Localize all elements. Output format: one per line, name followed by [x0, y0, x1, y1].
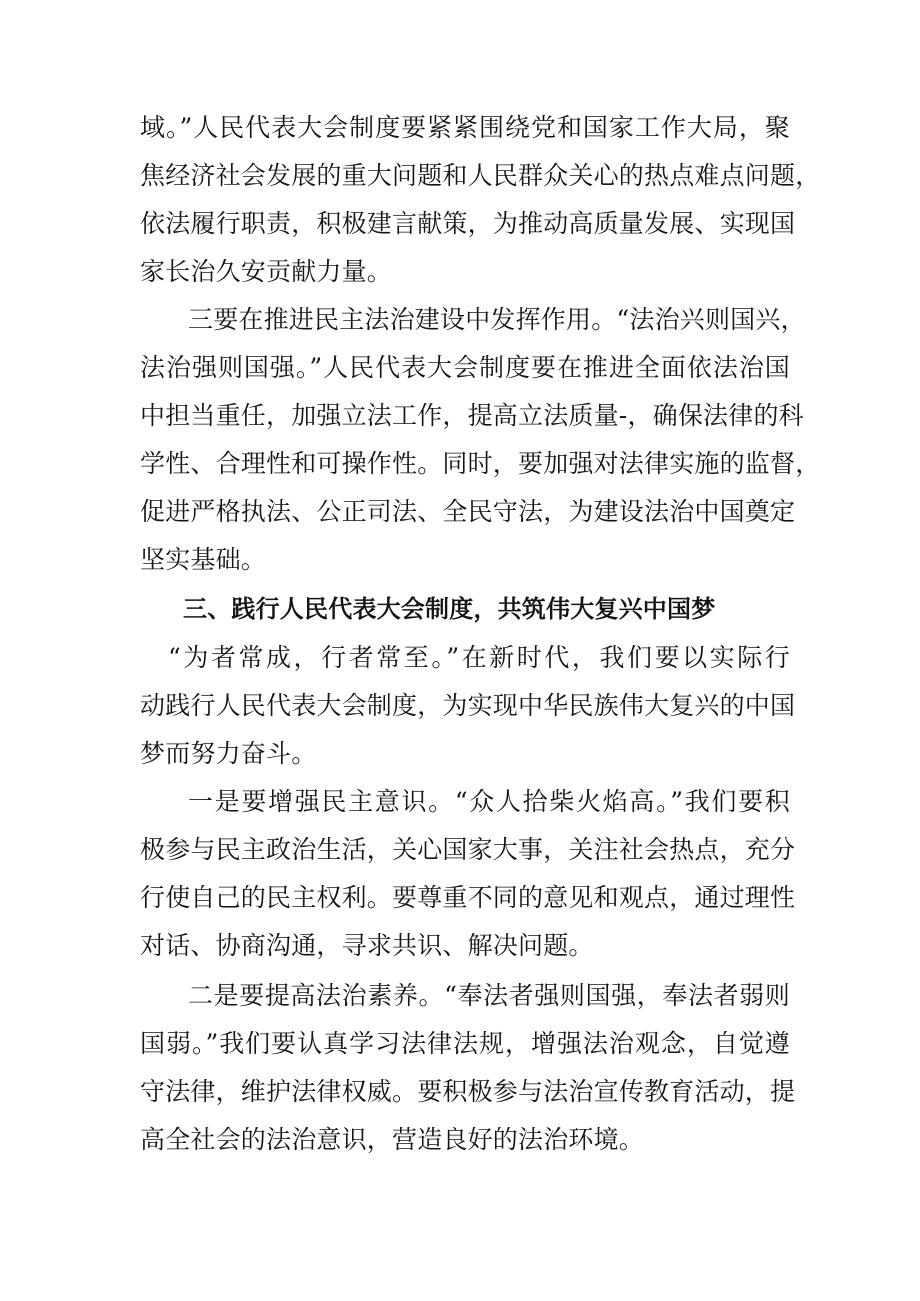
paragraph-line: 二是要提高法治素养。“奉法者强则国强，奉法者弱则: [188, 981, 790, 1010]
paragraph-line: 坚实基础。: [140, 545, 267, 574]
paragraph-line: 梦而努力奋斗。: [140, 739, 317, 768]
paragraph-line: 依法履行职责，积极建言献策，为推动高质量发展、实现国: [140, 209, 796, 238]
paragraph-line: 法治强则国强。”人民代表大会制度要在推进全面依法治国: [140, 353, 790, 382]
paragraph-line: 促进严格执法、公正司法、全民守法，为建设法治中国奠定: [140, 497, 796, 526]
paragraph-line: 中担当重任，加强立法工作，提高立法质量-，确保法律的科: [140, 401, 804, 430]
paragraph-line: 对话、协商沟通，寻求共识、解决问题。: [140, 931, 594, 960]
paragraph-line: 家长治久安贡献力量。: [140, 257, 393, 286]
paragraph-line: 高全社会的法治意识，营造良好的法治环境。: [140, 1125, 645, 1154]
section-heading: 三、践行人民代表大会制度，共筑伟大复兴中国梦: [183, 595, 716, 623]
paragraph-line: 动践行人民代表大会制度，为实现中华民族伟大复兴的中国: [140, 691, 796, 720]
paragraph-line: 极参与民主政治生活，关心国家大事，关注社会热点，充分: [140, 835, 796, 864]
paragraph-line: 守法律，维护法律权威。要积极参与法治宣传教育活动，提: [140, 1077, 796, 1106]
paragraph-line: 学性、合理性和可操作性。同时，要加强对法律实施的监督，: [140, 449, 821, 478]
paragraph-line: 域。”人民代表大会制度要紧紧围绕党和国家工作大局，聚: [140, 113, 790, 142]
paragraph-line: 国弱。”我们要认真学习法律法规，增强法治观念，自觉遵: [140, 1029, 790, 1058]
paragraph-line: “为者常成，行者常至。”在新时代，我们要以实际行: [168, 643, 790, 672]
paragraph-line: 行使自己的民主权利。要尊重不同的意见和观点，通过理性: [140, 883, 796, 912]
paragraph-line: 三要在推进民主法治建设中发挥作用。“法治兴则国兴，: [188, 305, 806, 334]
paragraph-line: 焦经济社会发展的重大问题和人民群众关心的热点难点问题，: [140, 161, 821, 190]
paragraph-line: 一是要增强民主意识。“众人拾柴火焰高。”我们要积: [188, 787, 790, 816]
